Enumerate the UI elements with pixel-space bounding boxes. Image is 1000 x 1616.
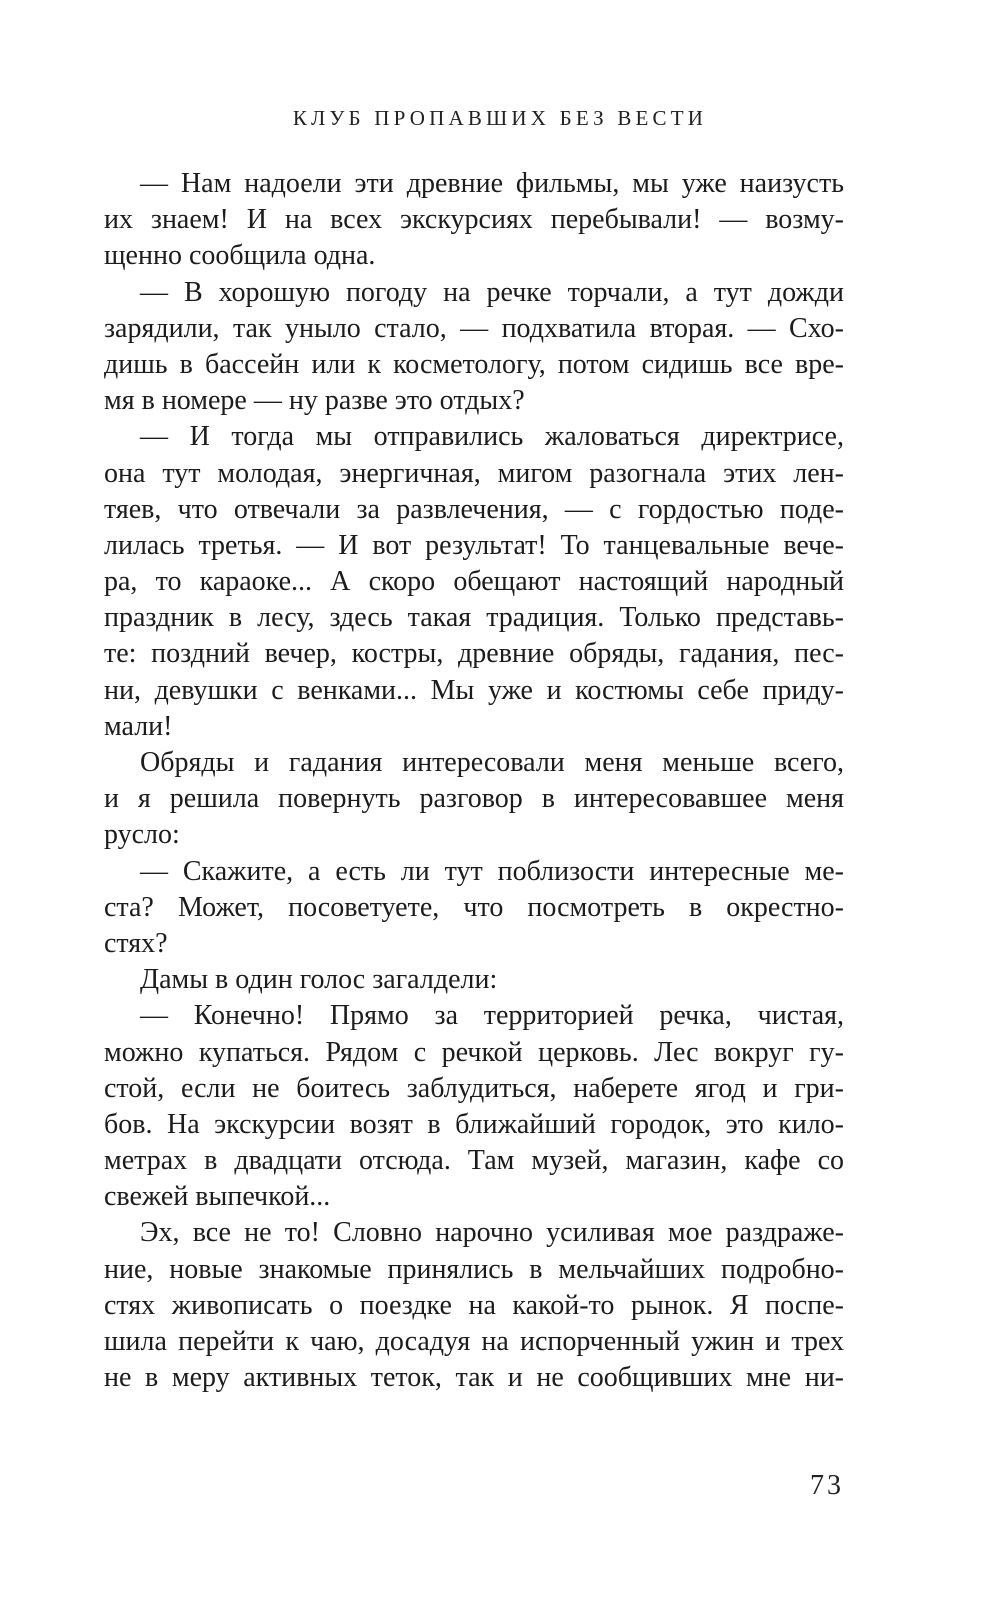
running-header: КЛУБ ПРОПАВШИХ БЕЗ ВЕСТИ: [292, 106, 708, 130]
text-line: стях живописать о поездке на какой-то рынок. Я поспе-: [104, 1289, 844, 1321]
text-line: щенно сообщила одна.: [104, 240, 376, 272]
text-line: ни, девушки с венками... Мы уже и костюмы себе приду-: [104, 674, 844, 706]
text-line: русло:: [104, 819, 180, 851]
text-line: праздник в лесу, здесь такая традиция. Только представь-: [104, 602, 844, 634]
text-line: дишь в бассейн или к косметологу, потом сидишь все вре-: [104, 348, 844, 380]
text-line: стой, если не боитесь заблудиться, наберете ягод и гри-: [104, 1072, 844, 1104]
text-line: шила перейти к чаю, досадуя на испорченный ужин и трех: [104, 1326, 844, 1357]
text-line: лилась третья. — И вот результат! То танцевальные вече-: [104, 529, 844, 561]
text-line: зарядили, так уныло стало, — подхватила вторая. — Схо-: [104, 312, 844, 344]
body-text: [104, 166, 844, 1396]
text-line: тяев, что отвечали за развлечения, — с гордостью поде-: [104, 493, 844, 525]
text-line: она тут молодая, энергичная, мигом разогнала этих лен-: [104, 457, 844, 489]
text-line: — В хорошую погоду на речке торчали, а тут дожди: [140, 276, 844, 308]
text-line: Дамы в один голос загалдели:: [140, 964, 498, 996]
text-line: ра, то караоке... А скоро обещают настоящий народный: [104, 566, 844, 598]
text-line: Эх, все не то! Словно нарочно усиливая мое раздраже-: [140, 1217, 844, 1249]
text-line: не в меру активных теток, так и не сообщивших мне ни-: [104, 1362, 844, 1394]
text-line: ста? Может, посоветуете, что посмотреть в окрестно-: [104, 891, 844, 923]
text-line: мали!: [104, 710, 173, 742]
text-line: мя в номере — ну разве это отдых?: [104, 385, 525, 417]
text-line: — И тогда мы отправились жаловаться директрисе,: [140, 421, 844, 453]
page-number: 73: [810, 1470, 844, 1501]
text-line: бов. На экскурсии возят в ближайший городок, это кило-: [104, 1108, 844, 1140]
text-line: Обряды и гадания интересовали меня меньше всего,: [140, 747, 844, 778]
text-line: свежей выпечкой...: [104, 1181, 331, 1213]
text-line: и я решила повернуть разговор в интересовавшее меня: [104, 783, 844, 815]
text-line: можно купаться. Рядом с речкой церковь. Лес вокруг гу-: [104, 1036, 844, 1068]
text-line: — Конечно! Прямо за территорией речка, чистая,: [140, 1000, 844, 1032]
text-line: метрах в двадцати отсюда. Там музей, магазин, кафе со: [104, 1145, 844, 1177]
text-line: те: поздний вечер, костры, древние обряды, гадания, пес-: [104, 638, 844, 670]
text-line: их знаем! И на всех экскурсиях перебывали! — возму-: [104, 204, 844, 236]
text-line: — Скажите, а есть ли тут поблизости интересные ме-: [140, 855, 844, 887]
text-line: стях?: [104, 927, 168, 959]
text-line: ние, новые знакомые принялись в мельчайших подробно-: [104, 1253, 844, 1285]
text-line: — Нам надоели эти древние фильмы, мы уже наизусть: [140, 168, 844, 199]
